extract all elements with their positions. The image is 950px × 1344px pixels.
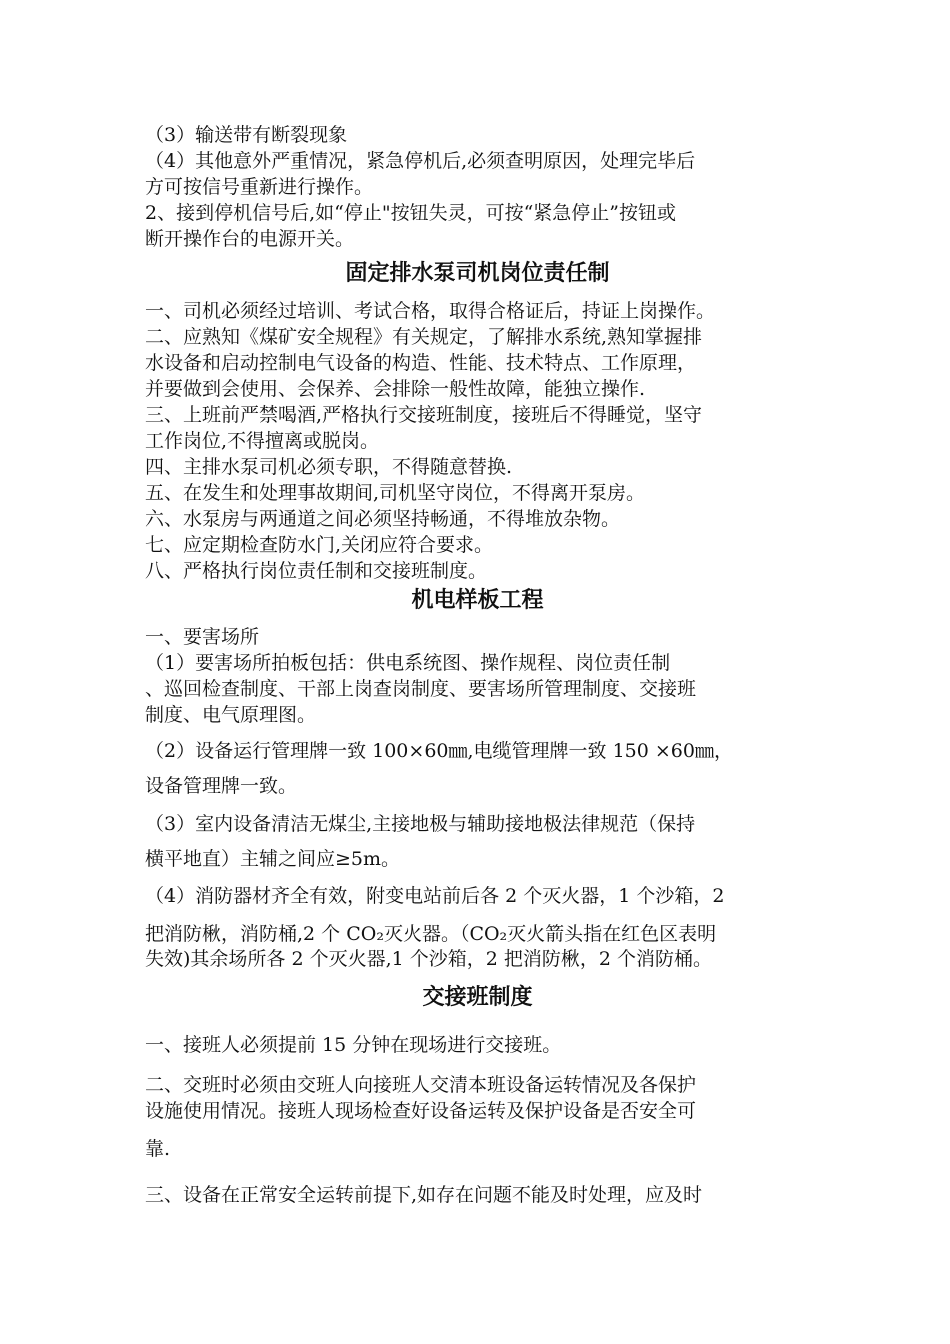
paragraph-line: 2、接到停机信号后,如“停止"按钮失灵，可按“紧急停止”按钮或	[145, 202, 677, 224]
paragraph-line: 一、要害场所	[145, 626, 260, 648]
section-heading: 机电样板工程	[411, 587, 544, 613]
paragraph-line: 一、接班人必须提前 15 分钟在现场进行交接班。	[145, 1034, 562, 1056]
paragraph-line: 七、应定期检查防水门,关闭应符合要求。	[145, 534, 494, 556]
paragraph-line: 靠.	[145, 1138, 171, 1160]
paragraph-line: 六、水泵房与两通道之间必须坚持畅通，不得堆放杂物。	[145, 508, 621, 530]
paragraph-line: 设施使用情况。接班人现场检查好设备运转及保护设备是否安全可	[145, 1100, 697, 1122]
paragraph-line: （2）设备运行管理牌一致 100×60㎜,电缆管理牌一致 150 ×60㎜，	[145, 740, 733, 762]
section-heading: 固定排水泵司机岗位责任制	[345, 260, 610, 286]
paragraph-line: （1）要害场所拍板包括：供电系统图、操作规程、岗位责任制	[145, 652, 671, 674]
paragraph-line: 制度、电气原理图。	[145, 704, 317, 726]
paragraph-line: 、巡回检查制度、干部上岗查岗制度、要害场所管理制度、交接班	[145, 678, 697, 700]
paragraph-line: （4）消防器材齐全有效，附变电站前后各 2 个灭火器，1 个沙箱，2	[145, 885, 725, 907]
paragraph-line: （3）输送带有断裂现象	[145, 124, 348, 146]
paragraph-line: 八、严格执行岗位责任制和交接班制度。	[145, 560, 488, 582]
paragraph-line: 设备管理牌一致。	[145, 775, 298, 797]
paragraph-line: 方可按信号重新进行操作。	[145, 176, 374, 198]
paragraph-line: 三、上班前严禁喝酒,严格执行交接班制度，接班后不得睡觉，坚守	[145, 404, 703, 426]
paragraph-line: 工作岗位,不得擅离或脱岗。	[145, 430, 380, 452]
paragraph-line: 四、主排水泵司机必须专职，不得随意替换.	[145, 456, 513, 478]
paragraph-line: 把消防楸，消防桶,2 个 CO₂灭火器。（CO₂灭火箭头指在红色区表明	[145, 923, 717, 945]
paragraph-line: 五、在发生和处理事故期间,司机坚守岗位，不得离开泵房。	[145, 482, 646, 504]
paragraph-line: 横平地直）主辅之间应≥5m。	[145, 848, 401, 870]
paragraph-line: 失效)其余场所各 2 个灭火器,1 个沙箱，2 把消防楸，2 个消防桶。	[145, 948, 713, 970]
paragraph-line: （3）室内设备清洁无煤尘,主接地极与辅助接地极法律规范（保持	[145, 813, 696, 835]
paragraph-line: 水设备和启动控制电气设备的构造、性能、技术特点、工作原理，	[145, 352, 697, 374]
paragraph-line: 二、交班时必须由交班人向接班人交清本班设备运转情况及各保护	[145, 1074, 697, 1096]
paragraph-line: （4）其他意外严重情况，紧急停机后,必须查明原因，处理完毕后	[145, 150, 696, 172]
paragraph-line: 一、司机必须经过培训、考试合格，取得合格证后，持证上岗操作。	[145, 300, 716, 322]
paragraph-line: 断开操作台的电源开关。	[145, 228, 355, 250]
section-heading: 交接班制度	[422, 984, 533, 1010]
paragraph-line: 三、设备在正常安全运转前提下,如存在问题不能及时处理，应及时	[145, 1184, 703, 1206]
paragraph-line: 并要做到会使用、会保养、会排除一般性故障，能独立操作.	[145, 378, 646, 400]
paragraph-line: 二、应熟知《煤矿安全规程》有关规定，了解排水系统,熟知掌握排	[145, 326, 703, 348]
